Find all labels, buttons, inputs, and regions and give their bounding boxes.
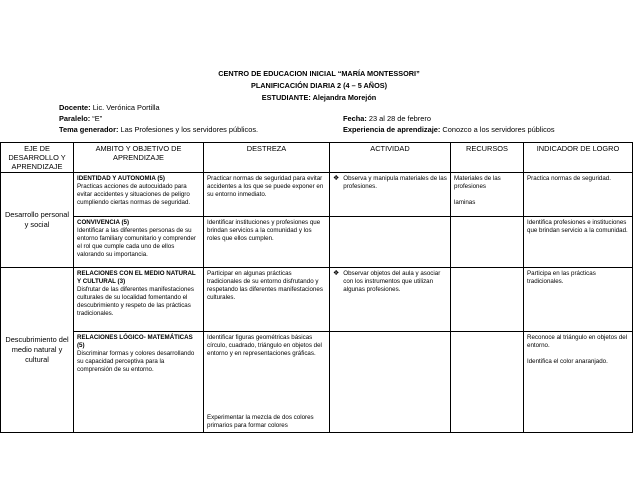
destreza-text: Identificar figuras geométricas básicas círculo, cuadrado, triángulo en objetos del entorno y en representaciones gráficas. [207, 334, 322, 357]
recursos-cell [451, 173, 524, 217]
check-bullet-icon: ❖ [333, 270, 340, 277]
ambito-cell [74, 332, 204, 433]
actividad-cell [330, 268, 451, 332]
ambito-title: CONVIVENCIA (5) [77, 219, 130, 226]
fecha-value: 23 al 28 de febrero [368, 114, 431, 123]
ambito-title: IDENTIDAD Y AUTONOMIA (5) [77, 175, 165, 182]
destreza-extra-text: Experimentar la mezcla de dos colores primarios para formar colores [207, 414, 314, 429]
fecha-label: Fecha: [343, 114, 367, 123]
school-title: CENTRO DE EDUCACION INICIAL “MARÍA MONTESSORI” [218, 69, 420, 78]
ambito-title: RELACIONES CON EL MEDIO NATURAL Y CULTURAL (3) [77, 270, 196, 285]
header-indicador: INDICADOR DE LOGRO [524, 143, 633, 173]
indicador-cell: Identifica profesiones e instituciones que brindan servicio a la comunidad. [524, 217, 633, 268]
header-ambito: AMBITO Y OBJETIVO DE APRENDIZAJE [74, 143, 204, 173]
docente-value: Lic. Verónica Portilla [92, 103, 160, 112]
actividad-cell [330, 173, 451, 217]
experiencia-value: Conozco a los servidores públicos [442, 125, 555, 134]
table-row [1, 268, 633, 332]
check-bullet-icon: ❖ [333, 175, 340, 182]
indicador-cell: Participa en las prácticas tradicionales. [524, 268, 633, 332]
experiencia-label: Experiencia de aprendizaje: [343, 125, 441, 134]
student-line: ESTUDIANTE: Alejandra Morejón [261, 93, 377, 102]
header-destreza: DESTREZA [204, 143, 330, 173]
ambito-cell [74, 268, 204, 332]
table-header-row [1, 143, 633, 173]
destreza-cell: Participar en algunas prácticas tradicionales de su entorno disfrutando y respetando las diferentes manifestaciones culturales. [204, 268, 330, 332]
header-eje: EJE DE DESARROLLO Y APRENDIZAJE [1, 143, 74, 173]
destreza-cell: Identificar instituciones y profesiones que brindan servicios a la comunidad y los roles que ellos cumplen. [204, 217, 330, 268]
indicador-cell [524, 332, 633, 433]
eje-desarrollo-personal: Desarrollo personal y social [1, 173, 74, 268]
docente-label: Docente: [59, 103, 91, 112]
paralelo-value: “E” [92, 114, 103, 123]
plan-title: PLANIFICACIÓN DIARIA 2 (4 – 5 AÑOS) [250, 81, 388, 90]
table-row [1, 332, 633, 433]
ambito-text: Disfrutar de las diferentes manifestaciones culturales de su localidad fomentando el descubrimiento y respeto de las prácticas tradicionales. [77, 286, 194, 317]
ambito-title: RELACIONES LÓGICO- MATEMÁTICAS (5) [77, 334, 193, 349]
recursos-item: Materiales de las profesiones [454, 175, 501, 190]
table-row [1, 217, 633, 268]
indicador-cell: Practica normas de seguridad. [524, 173, 633, 217]
recursos-cell [451, 268, 524, 332]
tema-label: Tema generador: [59, 125, 119, 134]
experiencia-line [343, 125, 555, 134]
header-actividad: ACTIVIDAD [330, 143, 451, 173]
recursos-cell [451, 332, 524, 433]
tema-line [59, 125, 258, 134]
header-recursos: RECURSOS [451, 143, 524, 173]
table-row [1, 173, 633, 217]
planning-table [0, 142, 633, 433]
tema-value: Las Profesiones y los servidores públicos. [120, 125, 259, 134]
ambito-text: Discriminar formas y colores desarrollando su capacidad perceptiva para la comprensión de su entorno. [77, 350, 195, 373]
paralelo-line [59, 114, 102, 123]
destreza-cell: Practicar normas de seguridad para evitar accidentes a los que se puede exponer en su entorno inmediato. [204, 173, 330, 217]
ambito-text: Practicas acciones de autocuidado para evitar accidentes y situaciones de peligro cumpliendo ciertas normas de seguridad. [77, 183, 191, 206]
ambito-cell [74, 173, 204, 217]
destreza-cell [204, 332, 330, 433]
actividad-cell [330, 332, 451, 433]
indicador-text: Reconoce al triángulo en objetos del entorno. [527, 334, 628, 349]
recursos-cell [451, 217, 524, 268]
paralelo-label: Paralelo: [59, 114, 91, 123]
eje-descubrimiento-medio: Descubrimiento del medio natural y cultural [1, 268, 74, 433]
ambito-text: Identificar a las diferentes personas de su entorno familiary comunitario y comprender el rol que cumple cada uno de ellos valorando su importancia. [77, 227, 196, 258]
docente-line [59, 103, 160, 112]
actividad-text: Observar objetos del aula y asociar con los instrumentos que utilizan algunas profesiones. [343, 270, 441, 293]
indicador-extra-text: Identifica el color anaranjado. [527, 358, 608, 365]
fecha-line [343, 114, 431, 123]
recursos-item: laminas [454, 199, 476, 206]
actividad-text: Observa y manipula materiales de las profesiones. [343, 175, 447, 190]
ambito-cell [74, 217, 204, 268]
actividad-cell [330, 217, 451, 268]
